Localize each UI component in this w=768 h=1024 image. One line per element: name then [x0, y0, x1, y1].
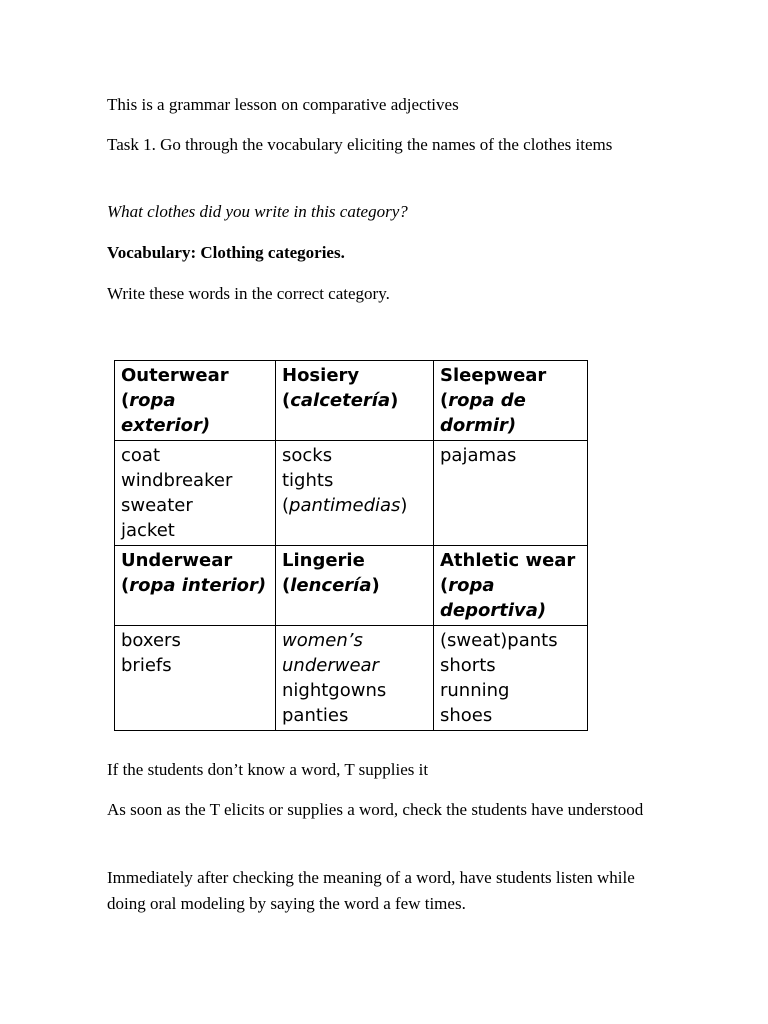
header-paren: )	[390, 390, 399, 411]
gloss-spanish: pantimedias	[289, 495, 401, 516]
header-spanish: lencería	[290, 575, 372, 596]
header-hosiery	[276, 361, 434, 441]
word: running	[440, 680, 510, 701]
word: pajamas	[440, 445, 517, 466]
header-spanish: ropa exterior)	[121, 390, 211, 436]
instruction-line: Write these words in the correct category.	[107, 284, 390, 303]
word: tights	[282, 470, 334, 491]
word: shoes	[440, 705, 493, 726]
header-row-2	[115, 546, 588, 626]
word: underwear	[282, 655, 379, 676]
word-gloss	[282, 493, 427, 518]
header-paren: (	[121, 390, 130, 411]
header-row-1	[115, 361, 588, 441]
cell-underwear-words	[115, 626, 276, 731]
header-paren: (	[121, 575, 130, 596]
header-title: Athletic wear	[440, 550, 576, 571]
header-paren: (	[440, 575, 449, 596]
header-paren: (	[440, 390, 449, 411]
cell-athletic-words	[434, 626, 588, 731]
header-title: Underwear	[121, 550, 233, 571]
word: (sweat)pants	[440, 630, 558, 651]
header-spanish: ropa interior)	[129, 575, 267, 596]
word: sweater	[121, 495, 193, 516]
gloss-paren: )	[400, 495, 408, 516]
header-spanish: ropa deportiva)	[440, 575, 547, 621]
cell-hosiery-words	[276, 441, 434, 546]
header-paren: (	[282, 575, 291, 596]
word: women’s	[282, 630, 363, 651]
header-lingerie	[276, 546, 434, 626]
cell-sleepwear-words	[434, 441, 588, 546]
header-paren: )	[371, 575, 380, 596]
gloss-paren: (	[282, 495, 290, 516]
header-title: Sleepwear	[440, 365, 547, 386]
header-sleepwear	[434, 361, 588, 441]
word: coat	[121, 445, 160, 466]
vocab-heading: Vocabulary: Clothing categories.	[107, 243, 345, 262]
word: briefs	[121, 655, 172, 676]
vocab-table	[114, 360, 588, 731]
task-1: Task 1. Go through the vocabulary eliciting the names of the clothes items	[107, 135, 613, 154]
word: panties	[282, 705, 349, 726]
word: socks	[282, 445, 333, 466]
cell-outerwear-words	[115, 441, 276, 546]
header-spanish: calcetería	[290, 390, 391, 411]
word: boxers	[121, 630, 181, 651]
word: shorts	[440, 655, 496, 676]
word: jacket	[121, 520, 175, 541]
word: windbreaker	[121, 470, 233, 491]
words-row-2	[115, 626, 588, 731]
header-paren: (	[282, 390, 291, 411]
header-spanish: ropa de dormir)	[440, 390, 526, 436]
header-outerwear	[115, 361, 276, 441]
note-3: Immediately after checking the meaning of a word, have students listen while doing oral modeling by saying the word a few times.	[107, 868, 635, 913]
word: nightgowns	[282, 680, 387, 701]
cell-lingerie-words	[276, 626, 434, 731]
header-underwear	[115, 546, 276, 626]
header-athletic-wear	[434, 546, 588, 626]
words-row-1	[115, 441, 588, 546]
intro-line: This is a grammar lesson on comparative adjectives	[107, 95, 459, 114]
note-2: As soon as the T elicits or supplies a word, check the students have understood	[107, 800, 644, 819]
note-1: If the students don’t know a word, T supplies it	[107, 760, 429, 779]
header-title: Outerwear	[121, 365, 229, 386]
question-line: What clothes did you write in this category?	[107, 202, 408, 221]
header-title: Lingerie	[282, 550, 365, 571]
header-title: Hosiery	[282, 365, 360, 386]
